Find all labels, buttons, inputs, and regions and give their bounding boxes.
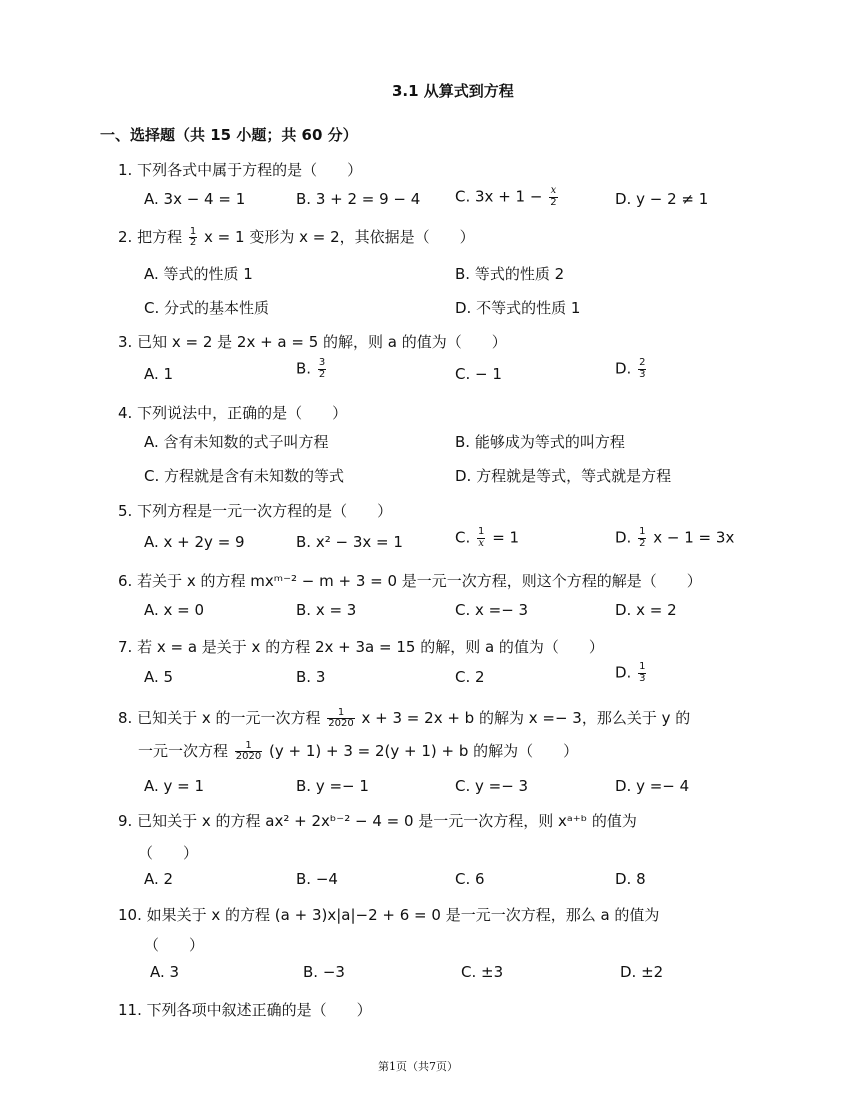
question-8-stem-line2: 一元一次方程 $\frac{1}{2020}$ (y + 1) + 3 = 2(y + 1) + b 的解为（ ）	[138, 739, 579, 762]
q6-option-d: D. x = 2	[615, 601, 677, 619]
q10-option-c: C. ±3	[461, 963, 504, 981]
q8-option-a: A. y = 1	[144, 777, 205, 795]
question-1-stem: 1. 下列各式中属于方程的是（ ）	[118, 161, 363, 179]
q9-option-b: B. −4	[296, 870, 338, 888]
q9-option-a: A. 2	[144, 870, 174, 888]
q7-option-b: B. 3	[296, 668, 326, 686]
q9-option-d: D. 8	[615, 870, 646, 888]
q3-d-fraction: $\frac{2}{3}$	[639, 357, 646, 380]
page-title: 3.1 从算式到方程	[392, 82, 514, 100]
question-8-stem-line1: 8. 已知关于 x 的一元一次方程 $\frac{1}{2020}$ x + 3 = 2x + b 的解为 x =− 3，那么关于 y 的	[118, 706, 691, 729]
question-9-stem: 9. 已知关于 x 的方程 ax² + 2xᵇ⁻² − 4 = 0 是一元一次方程，则 xᵃ⁺ᵇ 的值为	[118, 812, 637, 830]
q7-d-fraction: $\frac{1}{3}$	[639, 661, 646, 684]
q1-option-a: A. 3x − 4 = 1	[144, 190, 246, 208]
question-9-stem-line2: （ ）	[138, 844, 199, 862]
q6-option-a: A. x = 0	[144, 601, 205, 619]
q7-option-c: C. 2	[455, 668, 485, 686]
q5-option-a: A. x + 2y = 9	[144, 533, 245, 551]
q5-c-fraction: $\frac{1}{x}$	[478, 526, 485, 549]
q8-stem2-fraction: $\frac{1}{2020}$	[235, 739, 262, 762]
q4-option-a: A. 含有未知数的式子叫方程	[144, 433, 329, 451]
q5-option-b: B. x² − 3x = 1	[296, 533, 403, 551]
q3-option-c: C. − 1	[455, 365, 502, 383]
q1-option-d: D. y − 2 ≠ 1	[615, 190, 709, 208]
q6-option-c: C. x =− 3	[455, 601, 529, 619]
q2-option-d: D. 不等式的性质 1	[455, 299, 581, 317]
q2-stem-fraction: $\frac{1}{2}$	[189, 225, 197, 248]
q7-option-a: A. 5	[144, 668, 174, 686]
question-11-stem: 11. 下列各项中叙述正确的是（ ）	[118, 1001, 372, 1019]
q2-option-b: B. 等式的性质 2	[455, 265, 565, 283]
q10-option-a: A. 3	[150, 963, 180, 981]
section-header: 一、选择题（共 15 小题；共 60 分）	[100, 126, 358, 144]
question-2-stem: 2. 把方程 $\frac{1}{2}$ x = 1 变形为 x = 2，其依据是（ ）	[118, 225, 475, 248]
q1-c-fraction: $\frac{x}{2}$	[550, 185, 557, 208]
q10-option-b: B. −3	[303, 963, 345, 981]
q2-option-c: C. 分式的基本性质	[144, 299, 270, 317]
q9-option-c: C. 6	[455, 870, 485, 888]
question-10-stem-line2: （ ）	[144, 936, 205, 954]
q3-option-a: A. 1	[144, 365, 174, 383]
q5-d-fraction: $\frac{1}{2}$	[639, 526, 646, 549]
q6-option-b: B. x = 3	[296, 601, 357, 619]
q4-option-b: B. 能够成为等式的叫方程	[455, 433, 625, 451]
q5-option-c: C. $\frac{1}{x}$ = 1	[455, 526, 520, 549]
question-10-stem: 10. 如果关于 x 的方程 (a + 3)x|a|−2 + 6 = 0 是一元一次方程，那么 a 的值为	[118, 906, 660, 924]
q1-option-c: C. 3x + 1 − $\frac{x}{2}$	[455, 185, 557, 208]
question-3-stem: 3. 已知 x = 2 是 2x + a = 5 的解，则 a 的值为（ ）	[118, 333, 507, 351]
question-7-stem: 7. 若 x = a 是关于 x 的方程 2x + 3a = 15 的解，则 a 的值为（ ）	[118, 638, 604, 656]
q8-option-c: C. y =− 3	[455, 777, 529, 795]
q5-option-d: D. $\frac{1}{2}$ x − 1 = 3x	[615, 526, 735, 549]
q3-option-d: D. $\frac{2}{3}$	[615, 357, 646, 380]
q3-b-fraction: $\frac{3}{2}$	[318, 357, 326, 380]
q4-option-d: D. 方程就是等式，等式就是方程	[455, 467, 672, 485]
q3-option-b: B. $\frac{3}{2}$	[296, 357, 326, 380]
q2-option-a: A. 等式的性质 1	[144, 265, 253, 283]
q4-option-c: C. 方程就是含有未知数的等式	[144, 467, 345, 485]
q8-stem-fraction: $\frac{1}{2020}$	[328, 706, 354, 729]
q8-option-d: D. y =− 4	[615, 777, 690, 795]
q1-option-b: B. 3 + 2 = 9 − 4	[296, 190, 421, 208]
page-footer: 第1页（共7页）	[378, 1060, 458, 1073]
q7-option-d: D. $\frac{1}{3}$	[615, 661, 646, 684]
question-4-stem: 4. 下列说法中，正确的是（ ）	[118, 404, 348, 422]
question-6-stem: 6. 若关于 x 的方程 mxᵐ⁻² − m + 3 = 0 是一元一次方程，则这个方程的解是（ ）	[118, 572, 702, 590]
question-5-stem: 5. 下列方程是一元一次方程的是（ ）	[118, 502, 393, 520]
q10-option-d: D. ±2	[620, 963, 664, 981]
q8-option-b: B. y =− 1	[296, 777, 369, 795]
